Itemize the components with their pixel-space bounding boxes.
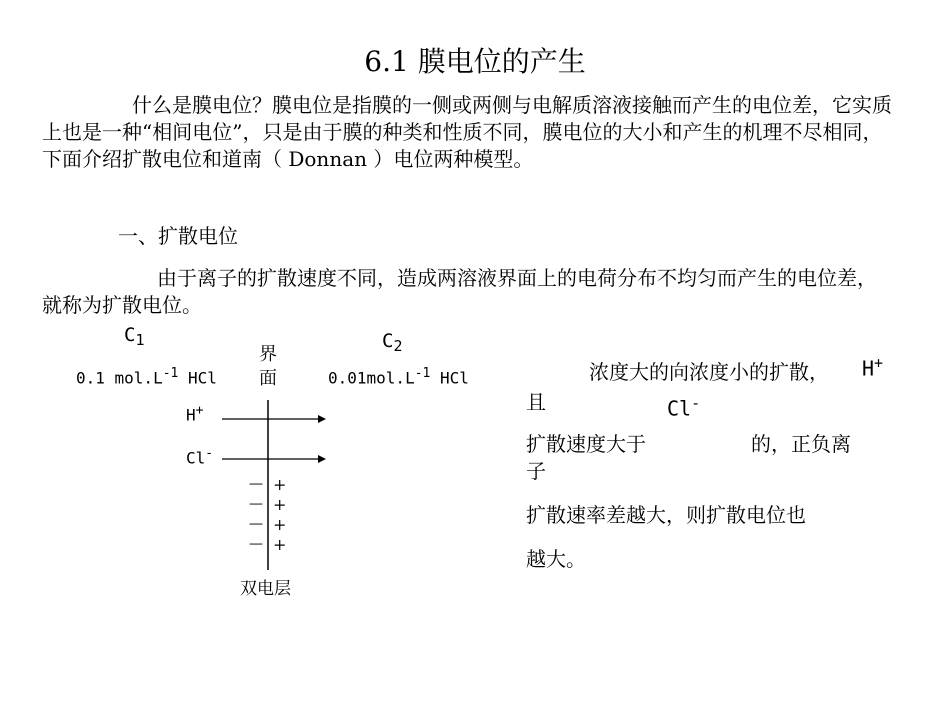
explanation-and: 且 bbox=[526, 390, 546, 414]
right-solution-label: $0.01mol.L^{-1}$ HCl bbox=[328, 366, 469, 388]
c2-label: $C_2$ bbox=[382, 330, 403, 355]
intro-paragraph: 什么是膜电位？膜电位是指膜的一侧或两侧与电解质溶液接触而产生的电位差，它实质上也是一种“相间电位”，只是由于膜的种类和性质不同，膜电位的大小和产生的机理不尽相同，下面介绍扩散电位和道南（ Donnan ）电位两种模型。 bbox=[42, 93, 892, 171]
plus-charge: + bbox=[273, 495, 287, 514]
section-heading: 一、扩散电位 bbox=[118, 224, 238, 248]
plus-charge: + bbox=[273, 535, 287, 554]
definition-paragraph: 由于离子的扩散速度不同，造成两溶液界面上的电荷分布不均匀而产生的电位差，就称为扩散电位。 bbox=[42, 266, 877, 317]
explanation-line-2b: 的，正负离 bbox=[751, 432, 851, 456]
minus-charge: — bbox=[249, 516, 263, 532]
h-arrow-head bbox=[318, 415, 326, 423]
plus-charge: + bbox=[273, 515, 287, 534]
explanation-line-2a: 扩散速度大于 bbox=[526, 432, 646, 456]
c1-label: $C_1$ bbox=[124, 324, 145, 349]
plus-charge: + bbox=[273, 475, 287, 494]
interface-label-bottom: 面 bbox=[259, 368, 277, 389]
minus-charge: — bbox=[249, 496, 263, 512]
page-title: 6.1 膜电位的产生 bbox=[364, 45, 586, 78]
explanation-line-4: 越大。 bbox=[526, 547, 586, 571]
cl-arrow-head bbox=[318, 455, 326, 463]
explanation-line-1: 浓度大的向浓度小的扩散， bbox=[589, 360, 829, 384]
minus-charge: — bbox=[249, 536, 263, 552]
explanation-line-3: 扩散速率差越大，则扩散电位也 bbox=[526, 503, 806, 527]
h-ion-inline: H+ bbox=[862, 354, 884, 381]
cl-ion-label: Cl- bbox=[186, 446, 214, 468]
double-layer-label: 双电层 bbox=[240, 579, 291, 599]
left-solution-label: 0.1 $mol.L^{-1}$ HCl bbox=[76, 366, 217, 388]
h-ion-label: H+ bbox=[186, 403, 204, 425]
explanation-line-2c: 子 bbox=[526, 459, 546, 483]
interface-label-top: 界 bbox=[259, 344, 277, 365]
cl-ion-inline: Cl- bbox=[667, 394, 701, 421]
minus-charge: — bbox=[249, 476, 263, 492]
